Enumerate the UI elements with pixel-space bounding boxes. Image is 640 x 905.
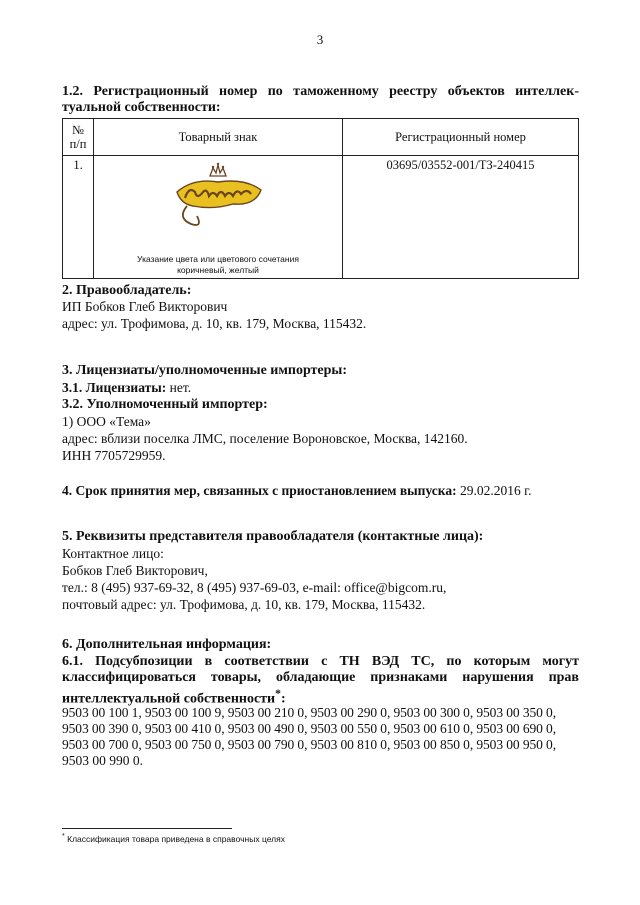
hs-codes-list xyxy=(62,705,579,769)
importer-name: 1) ООО «Тема» xyxy=(62,414,151,429)
hs-codes-line2: 9503 00 390 0, 9503 00 410 0, 9503 00 490 0, 9503 00 550 0, 9503 00 610 0, 9503 00 690 0, xyxy=(62,721,556,736)
reg-number-cell: 03695/03552-001/ТЗ-240415 xyxy=(343,156,579,279)
row-number: 1. xyxy=(63,156,94,279)
col-header-number-line1: № xyxy=(72,123,84,137)
contact-phones: тел.: 8 (495) 937-69-32, 8 (495) 937-69-03, e-mail: office@bigcom.ru, xyxy=(62,580,447,595)
section-6-1-heading-line1: 6.1. Подсубпозиции в соответствии с ТН ВЭД ТС, по которым могут xyxy=(62,654,579,669)
section-6-1-heading-line3-text: интеллектуальной собственности xyxy=(62,691,276,707)
footnote-mark: * xyxy=(275,687,281,700)
section-1-2-heading xyxy=(62,84,579,116)
section-1-2-heading-line1: 1.2. Регистрационный номер по таможенному реестру объектов интеллек- xyxy=(62,84,579,99)
footnote xyxy=(62,832,285,844)
table-header-row xyxy=(63,119,579,156)
section-6-heading: 6. Дополнительная информация: xyxy=(62,637,272,652)
licensees-label: 3.1. Лицензиаты: xyxy=(62,380,167,395)
section-6-1-heading-line2: классифицироваться товары, обладающие признаками нарушения прав xyxy=(62,670,579,685)
footnote-text: Классификация товара приведена в справочных целях xyxy=(64,833,285,844)
section-4-heading: 4. Срок принятия мер, связанных с приостановлением выпуска: xyxy=(62,483,457,498)
section-3-heading: 3. Лицензиаты/уполномоченные импортеры: xyxy=(62,363,348,378)
hs-codes-line3: 9503 00 700 0, 9503 00 750 0, 9503 00 790 0, 9503 00 810 0, 9503 00 850 0, 9503 00 950 0, xyxy=(62,737,556,752)
importer-address: адрес: вблизи поселка ЛМС, поселение Вороновское, Москва, 142160. xyxy=(62,431,468,446)
contact-postal-address: почтовый адрес: ул. Трофимова, д. 10, кв. 179, Москва, 115432. xyxy=(62,597,426,612)
section-4-date: 29.02.2016 г. xyxy=(456,483,532,498)
col-header-number-line2: п/п xyxy=(69,137,87,151)
importer-heading: 3.2. Уполномоченный импортер: xyxy=(62,397,268,412)
princess-logo-image xyxy=(163,162,273,232)
importer-inn: ИНН 7705729959. xyxy=(62,448,166,463)
contact-label: Контактное лицо: xyxy=(62,546,164,561)
hs-codes-line1: 9503 00 100 1, 9503 00 100 9, 9503 00 210 0, 9503 00 290 0, 9503 00 300 0, 9503 00 350 0, xyxy=(62,705,556,720)
section-1-2-heading-line2: туальной собственности: xyxy=(62,100,221,115)
section-5-heading: 5. Реквизиты представителя правообладателя (контактные лица): xyxy=(62,529,484,544)
section-6-1-heading-colon: : xyxy=(280,691,286,707)
col-header-number xyxy=(63,119,94,156)
table-row xyxy=(63,156,579,279)
trademark-cell xyxy=(94,156,343,279)
footnote-mark-bottom: * xyxy=(62,832,65,840)
col-header-reg-number: Регистрационный номер xyxy=(343,119,579,156)
contact-name: Бобков Глеб Викторович, xyxy=(62,563,208,578)
section-2-heading: 2. Правообладатель: xyxy=(62,283,192,298)
footnote-divider xyxy=(62,828,232,829)
color-note xyxy=(98,254,338,276)
trademark-table xyxy=(62,118,579,279)
section-4-line xyxy=(62,483,532,499)
color-note-line1: Указание цвета или цветового сочетания xyxy=(137,254,299,264)
rightholder-name: ИП Бобков Глеб Викторович xyxy=(62,299,228,314)
rightholder-address: адрес: ул. Трофимова, д. 10, кв. 179, Москва, 115432. xyxy=(62,316,367,331)
col-header-trademark: Товарный знак xyxy=(94,119,343,156)
trademark-logo xyxy=(98,158,338,254)
color-note-line2: коричневый, желтый xyxy=(177,265,259,275)
licensees-line xyxy=(62,380,191,396)
page-number: 3 xyxy=(316,32,324,47)
hs-codes-line4: 9503 00 990 0. xyxy=(62,753,143,768)
licensees-value: нет. xyxy=(166,380,192,395)
section-6-1-heading xyxy=(62,654,579,708)
